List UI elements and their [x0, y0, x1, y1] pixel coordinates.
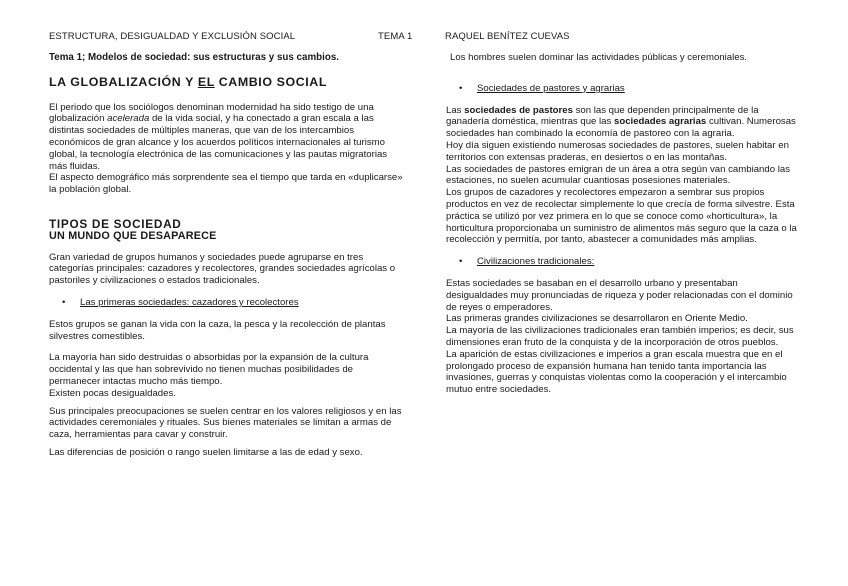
agrarias-bold-term: sociedades agrarias	[614, 116, 707, 128]
paragraph-oriente-medio: Las primeras grandes civilizaciones se desarrollaron en Oriente Medio.	[446, 313, 748, 325]
paragraph-hombres: Los hombres suelen dominar las actividades públicas y ceremoniales.	[450, 52, 748, 63]
paragraph-grupos-cazadores: Los grupos de cazadores y recolectores empezaron a sembrar sus propios productos en vez de recolectar simplemente lo que crecía de forma silvestre. Esta práctica se utilizó por vez primera en lo que se conoce como «horticultura», la horticultura proporcionaba un suministro de alimentos más seguro que la caza o la recolección y permitía, por tanto, abastecer a comunidades más amplias.	[446, 187, 797, 246]
paragraph-caza: Estos grupos se ganan la vida con la caza, la pesca y la recolección de plantas silvestres comestibles.	[49, 318, 386, 342]
bullet-label-2: Sociedades de pastores y agrarias	[477, 82, 625, 94]
bullet-primeras-sociedades	[49, 297, 405, 309]
paragraph-hoy-dia: Hoy día siguen existiendo numerosas sociedades de pastores, suelen habitar en territorios con extensas praderas, en desiertos o en las montañas.	[446, 139, 789, 163]
paragraph-existen: Existen pocas desigualdades.	[49, 387, 176, 399]
right-column	[446, 52, 802, 396]
bullet-dot-3: •	[459, 256, 463, 268]
pastores-text-las: Las	[446, 104, 462, 116]
bullet-civilizaciones	[446, 256, 802, 268]
intro-text-1: El periodo que los sociólogos denominan modernidad ha sido testigo de una globalización	[49, 101, 374, 125]
bullet-pastores-agrarias	[446, 83, 802, 95]
paragraph-intro	[49, 102, 405, 173]
paragraph-diferencias: Las diferencias de posición o rango suelen limitarse a las de edad y sexo.	[49, 446, 363, 458]
heading-globalizacion-part-c: CAMBIO SOCIAL	[218, 74, 328, 89]
document-subtitle: Tema 1; Modelos de sociedad: sus estructuras y sus cambios.	[49, 52, 340, 63]
heading-globalizacion	[49, 74, 405, 89]
pastores-text-mid: son las que dependen principalmente de la ganadería doméstica, mientras que las	[446, 104, 759, 128]
paragraph-mayoria: La mayoría han sido destruidas o absorbidas por la expansión de la cultura occidental y las que han sobrevivido no tienen muchas posibilidades de permanecer intactas mucho más tiempo.	[49, 352, 369, 387]
paragraph-imperios: La mayoría de las civilizaciones tradicionales eran también imperios; es decir, sus dimensiones eran fruto de la conquista y de la incorporación de otros pueblos.	[446, 325, 794, 348]
bullet-dot-2: •	[459, 82, 463, 94]
paragraph-demografico: El aspecto demográfico más sorprendente sea el tiempo que tarda en «duplicarse» la población global.	[49, 172, 403, 196]
paragraph-basaban: Estas sociedades se basaban en el desarrollo urbano y presentaban desigualdades muy pronunciadas de riqueza y poder relacionadas con el dominio de reyes o emperadores.	[446, 277, 793, 313]
heading-tipos-sociedad: TIPOS DE SOCIEDAD	[49, 216, 182, 231]
heading-globalizacion-part-b: EL	[197, 74, 215, 89]
header-author: RAQUEL BENÍTEZ CUEVAS	[445, 31, 570, 42]
paragraph-emigran: Las sociedades de pastores emigran de un área a otra según van cambiando las estaciones, no suelen acumular cuantiosas posesiones materiales.	[446, 163, 790, 187]
intro-text-2: de la vida social, y ha conectado a gran escala a las distintas sociedades de múltiples maneras, que van de los intercambios económicos de gran alcance y los acuerdos políticos internacionales al turismo global, la tecnología electrónica de las comunicaciones y las pautas migratorias más fluidas.	[49, 113, 388, 172]
intro-italic: acelerada	[107, 113, 150, 125]
paragraph-preocupaciones: Sus principales preocupaciones se suelen centrar en los valores religiosos y en las actividades ceremoniales y rituales. Sus bienes materiales se limitan a armas de caza, herramientas para cavar y construir.	[49, 405, 402, 441]
heading-globalizacion-part-a: LA GLOBALIZACIÓN Y	[49, 74, 194, 89]
bullet-dot-1: •	[62, 296, 66, 308]
left-column	[49, 52, 405, 459]
paragraph-variedad: Gran variedad de grupos humanos y sociedades puede agruparse en tres categorías principales: cazadores y recolectores, grandes sociedades agrícolas o pastoriles y civilizaciones o estados tradicionales.	[49, 251, 396, 287]
bullet-label-1: Las primeras sociedades: cazadores y recolectores	[80, 296, 299, 308]
paragraph-sociedades-pastores	[446, 105, 802, 140]
pastores-text-end: cultivan. Numerosas sociedades han combinado la economía de pastoreo con la agraria.	[446, 116, 796, 140]
paragraph-aparicion: La aparición de estas civilizaciones e imperios a gran escala muestra que en el prolongado proceso de expansión humana han tenido tanta importancia las invasiones, guerras y conquistas violentas como la cooperación y el intercambio mutuo entre sociedades.	[446, 348, 787, 396]
bullet-label-3: Civilizaciones tradicionales:	[477, 256, 595, 268]
pastores-bold-term: sociedades de pastores	[464, 104, 573, 116]
heading-mundo-desaparece: UN MUNDO QUE DESAPARECE	[49, 229, 217, 242]
header-topic: TEMA 1	[378, 31, 413, 42]
header-course: ESTRUCTURA, DESIGUALDAD Y EXCLUSIÓN SOCIAL	[49, 31, 296, 42]
